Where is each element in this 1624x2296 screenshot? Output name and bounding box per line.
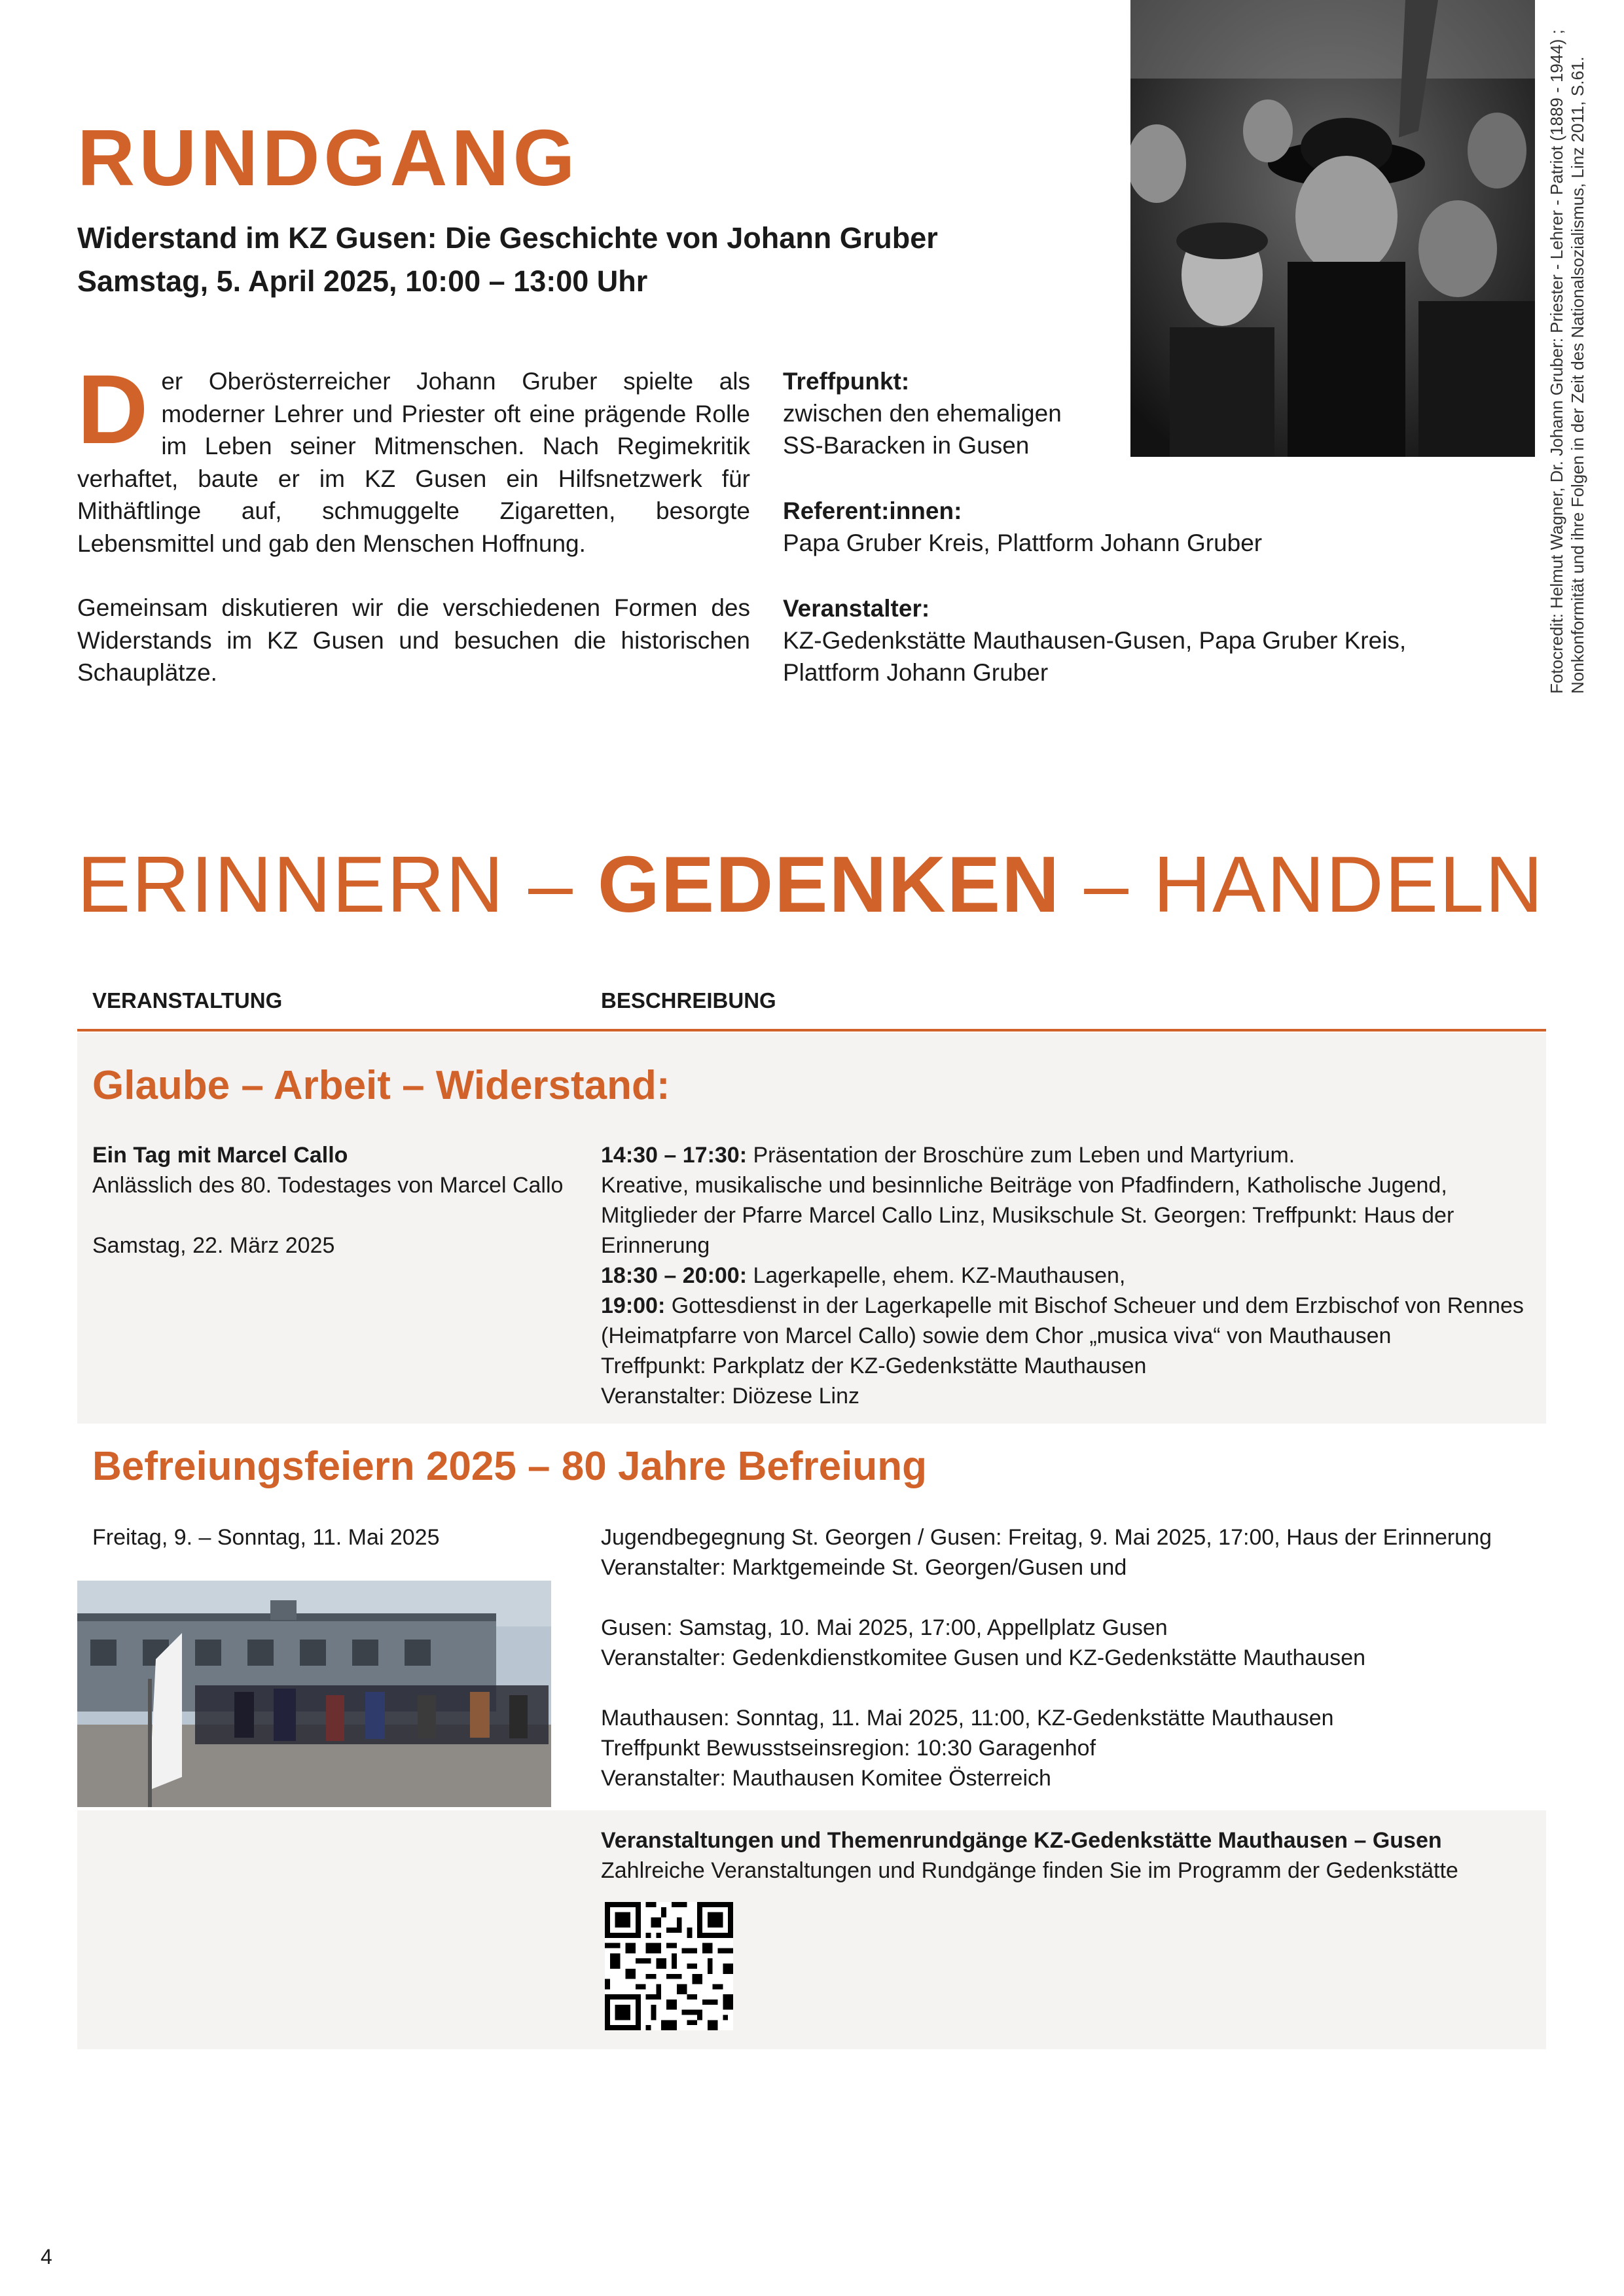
desc-1: Präsentation der Broschüre zum Leben und Martyrium. (747, 1143, 1295, 1168)
event-subtitle: Anlässlich des 80. Todestages von Marcel Callo (92, 1173, 564, 1198)
desc-line-7: Treffpunkt: Parkplatz der KZ-Gedenkstätte Mauthausen (601, 1354, 1147, 1378)
time-1: 14:30 – 17:30: (601, 1143, 748, 1168)
column-header-description: BESCHREIBUNG (601, 988, 776, 1013)
desc-line-2: Kreative, musikalische und besinnliche Beiträge von Pfadfindern, Katholische Jugend, (601, 1173, 1447, 1198)
section-heading (77, 840, 1544, 929)
section-1-description (601, 1140, 1543, 1411)
heading-part-2: GEDENKEN (597, 840, 1061, 929)
desc-line-4: Veranstalter: Gedenkdienstkomitee Gusen und KZ-Gedenkstätte Mauthausen (601, 1645, 1366, 1670)
desc-line-3: Mitglieder der Pfarre Marcel Callo Linz, Musikschule St. Georgen: Treffpunkt: Haus der Erinnerung (601, 1203, 1454, 1258)
desc-line-5 (601, 1291, 1543, 1321)
speakers-value: Papa Gruber Kreis, Plattform Johann Gruber (783, 529, 1263, 556)
desc-line-6: Treffpunkt Bewusstseinsregion: 10:30 Garagenhof (601, 1736, 1096, 1761)
desc-line-1: Jugendbegegnung St. Georgen / Gusen: Freitag, 9. Mai 2025, 17:00, Haus der Erinnerung (601, 1525, 1492, 1550)
qr-code[interactable] (605, 1902, 733, 2030)
desc-4: Lagerkapelle, ehem. KZ-Mauthausen, (747, 1263, 1126, 1288)
speakers (783, 495, 1437, 559)
intro-text (77, 354, 750, 689)
desc-line-6: (Heimatpfarre von Marcel Callo) sowie dem Chor „musica viva“ von Mauthausen (601, 1323, 1392, 1348)
section-2-title: Befreiungsfeiern 2025 – 80 Jahre Befreiung (92, 1444, 927, 1489)
photo-credit-line2: Nonkonformität und ihre Folgen in der Zeit des Nationalsozialismus, Linz 2011, S.61. (1568, 56, 1587, 694)
desc-line-2: Veranstalter: Marktgemeinde St. Georgen/Gusen und (601, 1555, 1127, 1580)
meeting-point-line1: zwischen den ehemaligen (783, 400, 1062, 427)
event-date: Samstag, 5. April 2025, 10:00 – 13:00 Uhr (77, 264, 648, 298)
desc-5: Gottesdienst in der Lagerkapelle mit Bischof Scheuer und dem Erzbischof von Rennes (665, 1293, 1524, 1318)
heading-part-3: – HANDELN (1060, 840, 1544, 929)
photo-credit-line1: Fotocredit: Helmut Wagner, Dr. Johann Gruber: Priester - Lehrer - Patriot (1889 - 1944) ; (1547, 29, 1566, 694)
program-title: Veranstaltungen und Themenrundgänge KZ-Gedenkstätte Mauthausen – Gusen (601, 1828, 1442, 1853)
organizer-line2: Plattform Johann Gruber (783, 659, 1049, 686)
desc-line-8: Veranstalter: Diözese Linz (601, 1384, 859, 1408)
desc-line-7: Veranstalter: Mauthausen Komitee Österreich (601, 1766, 1051, 1791)
desc-line-1 (601, 1140, 1543, 1170)
organizer-line1: KZ-Gedenkstätte Mauthausen-Gusen, Papa Gruber Kreis, (783, 627, 1407, 654)
section-1-title: Glaube – Arbeit – Widerstand: (92, 1063, 670, 1108)
intro-paragraph-1: er Oberösterreicher Johann Gruber spielte als moderner Lehrer und Priester oft eine prägende Rolle im Leben seiner Mitmenschen. Nach Regimekritik verhaftet, baute er im KZ Gusen ein Hilfsnetzwerk für Mithäftlinge auf, schmuggelte Zigaretten, besorgte Lebensmittel und gab den Menschen Hoffnung. (77, 368, 750, 557)
meeting-point-label: Treffpunkt: (783, 368, 910, 395)
intro-paragraph-2: Gemeinsam diskutieren wir die verschiedenen Formen des Widerstands im KZ Gusen und besuchen die historischen Schauplätze. (77, 594, 750, 686)
desc-line-3: Gusen: Samstag, 10. Mai 2025, 17:00, Appellplatz Gusen (601, 1615, 1168, 1640)
page-number: 4 (41, 2245, 52, 2269)
photo-credit (1546, 0, 1588, 694)
program-text: Zahlreiche Veranstaltungen und Rundgänge finden Sie im Programm der Gedenkstätte (601, 1858, 1458, 1883)
event-date: Samstag, 22. März 2025 (92, 1233, 335, 1258)
section-2-description (601, 1522, 1543, 1793)
heading-part-1: ERINNERN – (77, 840, 598, 929)
program-info (601, 1825, 1543, 1886)
section-1-event (92, 1140, 570, 1261)
table-divider (77, 1029, 1546, 1031)
photo-credit-wrapper (1546, 0, 1612, 694)
event-name: Ein Tag mit Marcel Callo (92, 1143, 348, 1168)
dropcap: D (77, 354, 149, 464)
time-2: 18:30 – 20:00: (601, 1263, 748, 1288)
column-header-event: VERANSTALTUNG (92, 988, 283, 1013)
desc-line-4 (601, 1261, 1543, 1291)
ceremony-photo (77, 1581, 551, 1807)
organizer (783, 592, 1437, 689)
historical-photo (1130, 0, 1535, 457)
desc-line-5: Mauthausen: Sonntag, 11. Mai 2025, 11:00, KZ-Gedenkstätte Mauthausen (601, 1706, 1334, 1731)
event-subtitle: Widerstand im KZ Gusen: Die Geschichte von Johann Gruber (77, 221, 938, 255)
speakers-label: Referent:innen: (783, 497, 962, 524)
section-2-date: Freitag, 9. – Sonntag, 11. Mai 2025 (92, 1525, 440, 1550)
meeting-point-line2: SS-Baracken in Gusen (783, 432, 1030, 459)
page-title: RUNDGANG (77, 113, 579, 202)
time-3: 19:00: (601, 1293, 666, 1318)
organizer-label: Veranstalter: (783, 595, 930, 622)
